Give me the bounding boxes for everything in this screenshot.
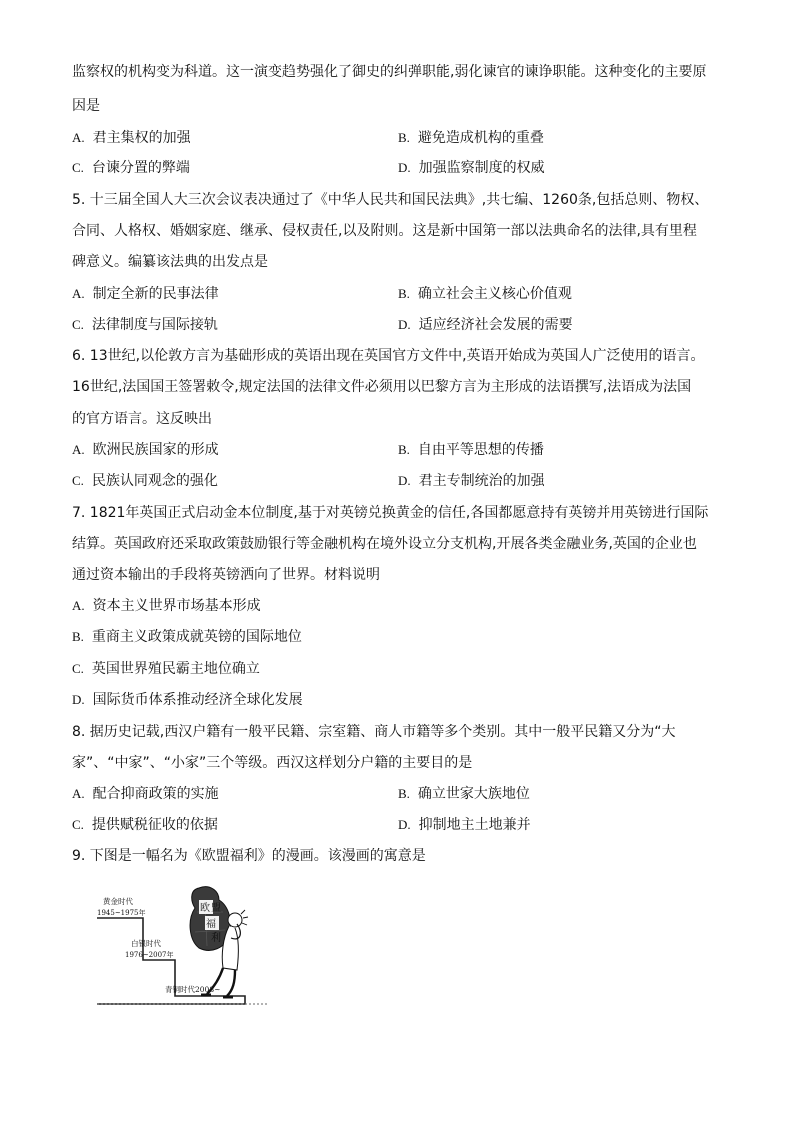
bronze-age-label: 青铜时代2008~ <box>165 985 221 994</box>
q7-stem-line-2: 结算。英国政府还采取政策鼓励银行等金融机构在境外设立分支机构,开展各类金融业务,英国的企业也 <box>72 536 697 552</box>
q4-option-d[interactable]: D. 加强监察制度的权威 <box>398 160 545 176</box>
sack-char-meng: 盟 <box>211 903 221 914</box>
silver-age-years: 1976~2007年 <box>125 951 174 959</box>
silver-age-label: 白银时代 <box>131 939 161 948</box>
q7-option-c[interactable]: C. 英国世界殖民霸主地位确立 <box>72 661 260 677</box>
q5-option-b[interactable]: B. 确立社会主义核心价值观 <box>398 286 572 302</box>
q6-stem-line-1: 6. 13世纪,以伦敦方言为基础形成的英语出现在英国官方文件中,英语开始成为英国人广泛使用的语言。 <box>72 348 705 364</box>
q6-stem-line-2: 16世纪,法国国王签署敕令,规定法国的法律文件必须用以巴黎方言为主形成的法语撰写,法语成为法国 <box>72 379 692 395</box>
q5-option-a[interactable]: A. 制定全新的民事法律 <box>72 286 219 302</box>
sack-char-fu: 福 <box>206 919 216 930</box>
q7-option-b[interactable]: B. 重商主义政策成就英镑的国际地位 <box>72 629 302 645</box>
q7-option-d[interactable]: D. 国际货币体系推动经济全球化发展 <box>72 692 303 708</box>
q4-stem-line-2: 因是 <box>72 98 100 114</box>
q5-stem-line-1: 5. 十三届全国人大三次会议表决通过了《中华人民共和国民法典》,共七编、1260条,包括总则、物权、 <box>72 192 709 208</box>
eu-welfare-cartoon <box>95 882 270 1008</box>
q4-option-a[interactable]: A. 君主集权的加强 <box>72 130 191 146</box>
q4-stem-line-1: 监察权的机构变为科道。这一演变趋势强化了御史的纠弹职能,弱化谏官的谏诤职能。这种变化的主要原 <box>72 64 707 80</box>
q8-option-b[interactable]: B. 确立世家大族地位 <box>398 786 530 802</box>
q8-stem-line-1: 8. 据历史记载,西汉户籍有一般平民籍、宗室籍、商人市籍等多个类别。其中一般平民籍又分为“大 <box>72 724 676 740</box>
golden-age-label: 黄金时代 <box>103 897 133 906</box>
q8-option-c[interactable]: C. 提供赋税征收的依据 <box>72 817 218 833</box>
q7-stem-line-3: 通过资本输出的手段将英镑洒向了世界。材料说明 <box>72 567 380 583</box>
q6-option-a[interactable]: A. 欧洲民族国家的形成 <box>72 442 219 458</box>
q5-stem-line-2: 合同、人格权、婚姻家庭、继承、侵权责任,以及附则。这是新中国第一部以法典命名的法律,具有里程 <box>72 223 697 239</box>
q5-option-d[interactable]: D. 适应经济社会发展的需要 <box>398 317 573 333</box>
q9-stem-line-1: 9. 下图是一幅名为《欧盟福利》的漫画。该漫画的寓意是 <box>72 848 426 864</box>
sack-char-ou: 欧 <box>200 903 210 914</box>
q5-option-c[interactable]: C. 法律制度与国际接轨 <box>72 317 218 333</box>
figure-head <box>228 913 242 927</box>
q8-stem-line-2: 家”、“中家”、“小家”三个等级。西汉这样划分户籍的主要目的是 <box>72 755 473 771</box>
q6-stem-line-3: 的官方语言。这反映出 <box>72 411 212 427</box>
q4-option-b[interactable]: B. 避免造成机构的重叠 <box>398 130 544 146</box>
q7-option-a[interactable]: A. 资本主义世界市场基本形成 <box>72 598 261 614</box>
q6-option-b[interactable]: B. 自由平等思想的传播 <box>398 442 544 458</box>
q4-option-c[interactable]: C. 台谏分置的弊端 <box>72 160 190 176</box>
sack-char-li: 利 <box>211 933 221 944</box>
q6-option-c[interactable]: C. 民族认同观念的强化 <box>72 473 218 489</box>
q6-option-d[interactable]: D. 君主专制统治的加强 <box>398 473 545 489</box>
golden-age-years: 1945~1975年 <box>97 909 146 917</box>
q8-option-a[interactable]: A. 配合抑商政策的实施 <box>72 786 219 802</box>
q7-stem-line-1: 7. 1821年英国正式启动金本位制度,基于对英镑兑换黄金的信任,各国都愿意持有英镑并用英镑进行国际 <box>72 505 709 521</box>
q8-option-d[interactable]: D. 抑制地主土地兼并 <box>398 817 531 833</box>
q5-stem-line-3: 碑意义。编纂该法典的出发点是 <box>72 254 268 270</box>
